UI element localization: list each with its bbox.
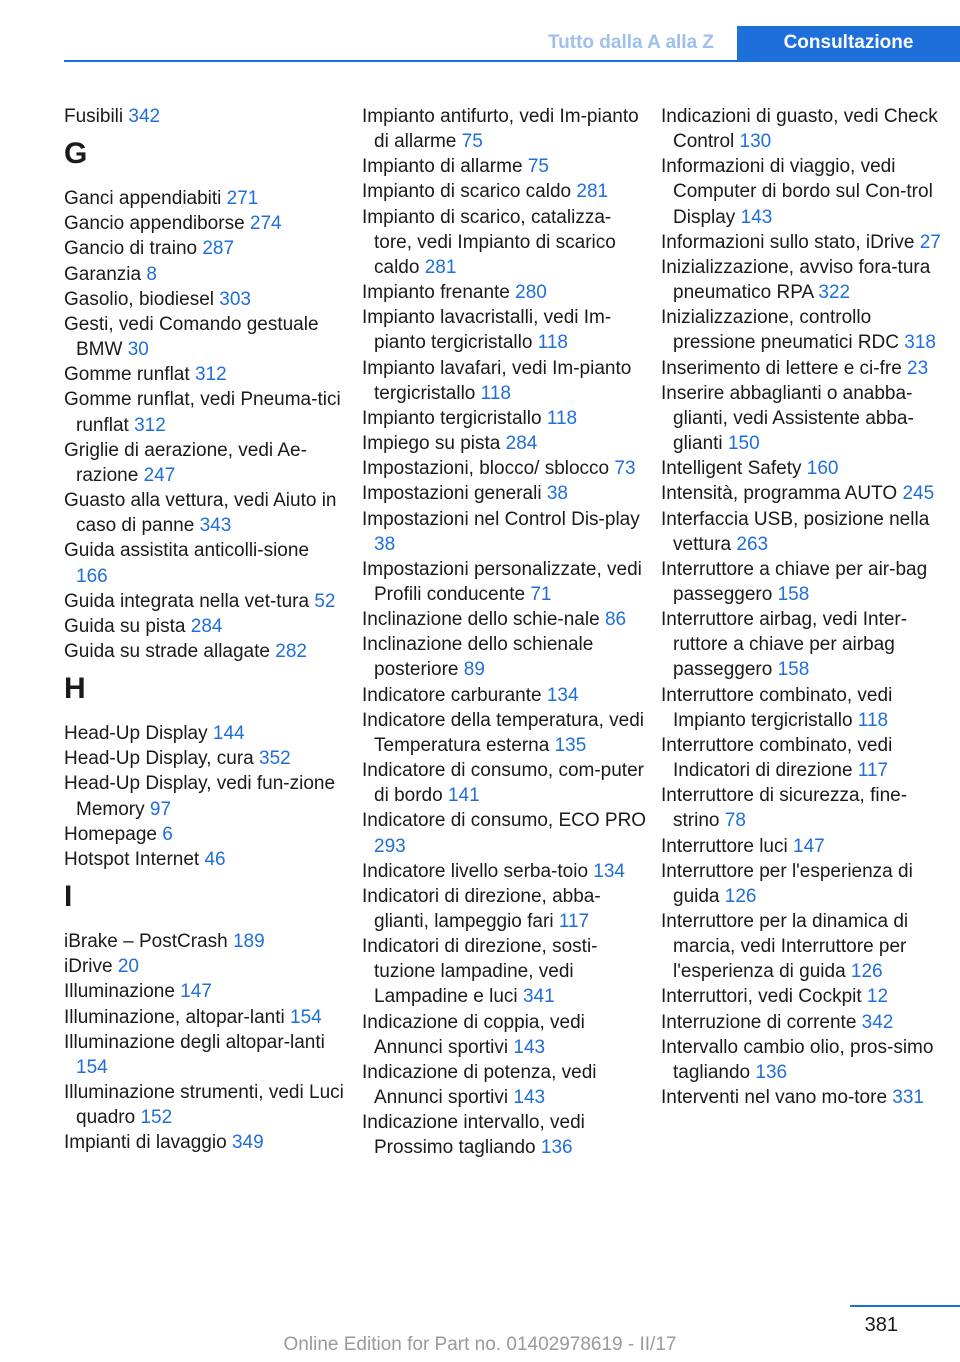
- index-page-link[interactable]: 166: [76, 565, 108, 587]
- index-entry: [362, 481, 648, 506]
- index-entry-text: Guida assistita anticolli‐sione: [64, 540, 310, 562]
- index-page-link[interactable]: 136: [755, 1061, 788, 1083]
- index-page-link[interactable]: 117: [558, 911, 590, 932]
- index-entry-text: iDrive: [64, 956, 113, 978]
- index-page-link[interactable]: 282: [275, 640, 307, 662]
- index-entry-text: Ganci appendiabiti: [64, 188, 222, 210]
- index-entry-text: Indicazione intervallo, vedi Prossimo tagliando: [362, 1112, 585, 1159]
- index-entry: [362, 305, 648, 355]
- index-page-link[interactable]: 343: [199, 515, 232, 537]
- index-page-link[interactable]: 280: [515, 282, 547, 304]
- index-entry-text: Garanzia: [64, 263, 142, 285]
- index-entry-text: Inizializzazione, avviso fora‐tura pneumatico RPA: [661, 256, 931, 304]
- index-entry: [362, 179, 648, 204]
- index-entry: [64, 104, 344, 129]
- index-entry: [661, 1035, 951, 1085]
- index-entry: [64, 1130, 344, 1155]
- index-entry-text: iBrake – PostCrash: [64, 931, 228, 953]
- index-entry: [661, 381, 951, 456]
- index-entry: [64, 929, 344, 954]
- index-entry-text: Gancio appendiborse: [64, 213, 245, 235]
- index-entry-text: Inserimento di lettere e ci‐fre: [661, 357, 902, 379]
- index-letter-heading: I: [64, 880, 73, 914]
- chapter-tab: Consultazione: [737, 26, 960, 62]
- index-entry: [362, 1060, 648, 1110]
- index-entry: [661, 356, 951, 381]
- index-entry: [64, 387, 344, 437]
- index-page-link[interactable]: 117: [857, 760, 889, 782]
- index-entry: [362, 456, 648, 481]
- index-page-link[interactable]: 6: [162, 823, 173, 845]
- index-entry-text: Fusibili: [64, 106, 124, 127]
- index-page-link[interactable]: 284: [190, 615, 223, 637]
- index-entry-text: Intensità, programma AUTO: [661, 483, 898, 505]
- index-entry: [64, 639, 344, 664]
- index-page-link[interactable]: 147: [180, 981, 212, 1003]
- index-entry-text: Indicazioni di guasto, vedi Check Control: [661, 106, 938, 153]
- index-page-link[interactable]: 281: [424, 256, 457, 278]
- index-entry-text: Illuminazione: [64, 981, 175, 1003]
- index-entry: [661, 1010, 951, 1035]
- index-entry: [661, 481, 951, 506]
- index-page-link[interactable]: 312: [194, 364, 227, 386]
- index-page-link[interactable]: 75: [527, 156, 549, 178]
- index-page-link[interactable]: 30: [127, 339, 149, 361]
- index-page-link[interactable]: 352: [259, 748, 291, 770]
- index-page-link[interactable]: 23: [907, 357, 929, 379]
- index-entry: [362, 1110, 648, 1160]
- index-page-link[interactable]: 126: [724, 885, 757, 907]
- index-entry: [661, 507, 951, 557]
- index-entry: [661, 607, 951, 682]
- index-entry: [362, 708, 648, 758]
- index-page-link[interactable]: 154: [290, 1006, 322, 1028]
- index-page-link[interactable]: 160: [806, 458, 839, 480]
- index-entry: [64, 614, 344, 639]
- index-entry-text: Inizializzazione, controllo pressione pneumatici RDC: [661, 307, 899, 354]
- index-page-link[interactable]: 118: [857, 709, 889, 731]
- index-entry-text: Impianto frenante: [362, 282, 510, 304]
- index-entry: [64, 746, 344, 771]
- index-entry-text: Informazioni sullo stato, iDrive: [661, 231, 915, 253]
- index-page-link[interactable]: 20: [117, 956, 139, 978]
- index-entry-text: Impianto lavacristalli, vedi Im‐pianto tergicristallo: [362, 307, 612, 354]
- index-entry: [64, 1080, 344, 1130]
- index-entry: [64, 211, 344, 236]
- index-entry: [661, 456, 951, 481]
- index-entry: [362, 205, 648, 280]
- index-page-link[interactable]: 118: [537, 332, 568, 354]
- index-entry: [661, 1085, 951, 1110]
- index-entry-text: Interventi nel vano mo‐tore: [661, 1087, 888, 1109]
- index-column-2: [362, 104, 648, 1161]
- index-entry: [661, 683, 951, 733]
- index-page-link[interactable]: 118: [546, 407, 578, 429]
- index-entry-text: Impiego su pista: [362, 433, 501, 455]
- index-entry: [362, 154, 648, 179]
- index-entry: [362, 884, 648, 934]
- index-entry: [661, 557, 951, 607]
- index-entry-text: Indicatore della temperatura, vedi Temperatura esterna: [362, 709, 644, 756]
- index-entry-text: Inclinazione dello schienale posteriore: [362, 634, 594, 681]
- index-entry: [661, 783, 951, 833]
- index-entry: [64, 438, 344, 488]
- index-page-link[interactable]: 331: [892, 1087, 924, 1109]
- index-page-link[interactable]: 143: [513, 1087, 546, 1109]
- index-page-link[interactable]: 318: [904, 332, 936, 354]
- index-entry: [64, 186, 344, 211]
- index-page-link[interactable]: 144: [212, 723, 245, 745]
- index-page-link[interactable]: 341: [522, 986, 555, 1008]
- index-page-link[interactable]: 143: [740, 206, 773, 228]
- index-entry-text: Gasolio, biodiesel: [64, 288, 214, 310]
- index-entry: [64, 822, 344, 847]
- index-entry: [661, 909, 951, 984]
- index-page-link[interactable]: 263: [736, 533, 769, 555]
- index-page-link[interactable]: 245: [902, 483, 935, 505]
- index-entry-text: Inclinazione dello schie‐nale: [362, 609, 600, 631]
- index-page-link[interactable]: 46: [204, 848, 226, 870]
- index-entry: [661, 859, 951, 909]
- index-entry: [362, 356, 648, 406]
- index-page-link[interactable]: 130: [739, 131, 772, 153]
- index-entry-text: Guida su pista: [64, 615, 186, 637]
- index-entry-text: Interruttore combinato, vedi Indicatori di direzione: [661, 734, 893, 782]
- index-page-link[interactable]: 135: [554, 734, 587, 756]
- edition-footer: Online Edition for Part no. 01402978619 - II/17: [283, 1334, 677, 1355]
- index-entry-text: Indicatore di consumo, com‐puter di bordo: [362, 760, 644, 807]
- index-page-link[interactable]: 158: [777, 659, 810, 681]
- index-entry: [64, 979, 344, 1004]
- index-entry-text: Interruttore di sicurezza, fine‐strino: [661, 785, 908, 832]
- index-entry-text: Head-Up Display: [64, 723, 208, 745]
- index-entry-text: Interruttore per l'esperienza di guida: [661, 860, 913, 907]
- index-entry-text: Guida su strade allagate: [64, 640, 270, 662]
- index-entry: [661, 255, 951, 305]
- index-page-link[interactable]: 150: [727, 433, 760, 455]
- index-page-link[interactable]: 342: [861, 1011, 894, 1033]
- index-page-link[interactable]: 147: [793, 835, 825, 857]
- index-entry: [64, 287, 344, 312]
- index-entry-text: Interruttore per la dinamica di marcia, vedi Interruttore per l'esperienza di guida: [661, 911, 909, 983]
- index-page-link[interactable]: 97: [149, 798, 172, 820]
- index-page-link[interactable]: 247: [143, 464, 176, 486]
- index-entry: [362, 632, 648, 682]
- index-entry-text: Informazioni di viaggio, vedi Computer di bordo sul Con‐trol Display: [661, 156, 933, 228]
- index-page-link[interactable]: 349: [231, 1132, 264, 1154]
- index-entry: [64, 771, 344, 821]
- index-entry-text: Impostazioni, blocco/ sblocco: [362, 458, 610, 480]
- index-entry: [64, 954, 344, 979]
- index-entry: [661, 733, 951, 783]
- index-page-link[interactable]: 126: [850, 961, 883, 983]
- index-page-link[interactable]: 271: [226, 188, 259, 210]
- index-entry-text: Gesti, vedi Comando gestuale BMW: [64, 313, 319, 361]
- index-entry: [362, 557, 648, 607]
- index-page-link[interactable]: 136: [540, 1137, 573, 1159]
- index-page-link[interactable]: 287: [202, 238, 235, 260]
- index-entry-text: Illuminazione strumenti, vedi Luci quadro: [64, 1082, 344, 1129]
- index-entry-text: Guasto alla vettura, vedi Aiuto in caso di panne: [64, 490, 337, 537]
- index-page-link[interactable]: 322: [818, 282, 851, 304]
- index-entry: [64, 1030, 344, 1080]
- index-entry-text: Indicazione di coppia, vedi Annunci sportivi: [362, 1011, 585, 1058]
- index-entry-text: Interruttori, vedi Cockpit: [661, 986, 862, 1008]
- index-page-link[interactable]: 71: [530, 583, 552, 605]
- index-entry-text: Gancio di traino: [64, 238, 198, 260]
- index-entry-text: Impianto di scarico, catalizza‐tore, vedi Impianto di scarico caldo: [362, 206, 616, 278]
- index-page-link[interactable]: 189: [232, 931, 265, 953]
- index-page-link[interactable]: 38: [374, 533, 396, 555]
- index-page-link[interactable]: 52: [314, 590, 336, 612]
- index-page-link[interactable]: 154: [76, 1056, 108, 1078]
- index-page-link[interactable]: 27: [919, 231, 941, 253]
- index-entry-text: Guida integrata nella vet‐tura: [64, 590, 310, 612]
- index-entry: [661, 104, 951, 154]
- index-page-link[interactable]: 134: [593, 860, 625, 882]
- index-page-link[interactable]: 38: [546, 483, 568, 505]
- index-page-link[interactable]: 284: [505, 433, 538, 455]
- index-entry-text: Indicatore di consumo, ECO PRO: [362, 810, 647, 832]
- index-column-3: [661, 104, 951, 1110]
- index-page-link[interactable]: 158: [777, 583, 810, 605]
- index-entry: [64, 362, 344, 387]
- index-entry-text: Gomme runflat, vedi Pneuma‐tici runflat: [64, 389, 341, 436]
- index-page-link[interactable]: 73: [614, 458, 636, 480]
- index-entry-text: Illuminazione, altopar‐lanti: [64, 1006, 285, 1028]
- index-entry: [362, 280, 648, 305]
- index-entry-text: Interruttore airbag, vedi Inter‐ruttore a chiave per airbag passeggero: [661, 609, 908, 681]
- index-entry-text: Impianto tergicristallo: [362, 407, 542, 429]
- index-page-link[interactable]: 312: [134, 414, 166, 436]
- index-entry: [362, 607, 648, 632]
- index-page-link[interactable]: 141: [447, 785, 480, 807]
- index-entry-text: Griglie di aerazione, vedi Ae‐razione: [64, 439, 307, 486]
- index-entry: [362, 859, 648, 884]
- index-entry-text: Head-Up Display, cura: [64, 748, 254, 770]
- index-entry: [362, 406, 648, 431]
- index-entry: [362, 934, 648, 1009]
- index-entry-text: Impianto di allarme: [362, 156, 523, 178]
- index-entry: [661, 230, 951, 255]
- index-entry-text: Hotspot Internet: [64, 848, 200, 870]
- index-entry: [64, 847, 344, 872]
- index-entry-text: Inserire abbaglianti o anabba‐glianti, vedi Assistente abba‐glianti: [661, 382, 914, 455]
- index-page-link[interactable]: 281: [576, 181, 609, 203]
- index-entry-text: Interruzione di corrente: [661, 1011, 857, 1033]
- index-page-link[interactable]: 342: [128, 106, 161, 127]
- index-entry-text: Impostazioni personalizzate, vedi Profili conducente: [362, 558, 642, 605]
- index-page-link[interactable]: 152: [140, 1107, 173, 1129]
- index-page-link[interactable]: 118: [480, 382, 511, 404]
- index-page-link[interactable]: 89: [463, 659, 485, 681]
- index-entry-text: Impianti di lavaggio: [64, 1132, 227, 1154]
- index-entry-text: Gomme runflat: [64, 364, 190, 386]
- index-entry: [64, 721, 344, 746]
- index-entry: [64, 589, 344, 614]
- footer-rule: [850, 1305, 960, 1307]
- index-page-link[interactable]: 12: [866, 986, 889, 1008]
- index-entry-text: Impianto antifurto, vedi Im‐pianto di allarme: [362, 106, 639, 153]
- index-page-link[interactable]: 78: [724, 810, 746, 832]
- index-entry: [362, 431, 648, 456]
- index-entry-text: Indicatori di direzione, sosti‐tuzione lampadine, vedi Lampadine e luci: [362, 936, 598, 1008]
- section-tab: Tutto dalla A alla Z: [547, 32, 715, 53]
- index-entry-text: Illuminazione degli altopar‐lanti: [64, 1031, 325, 1053]
- index-entry-text: Homepage: [64, 823, 157, 845]
- index-entry: [64, 236, 344, 261]
- index-entry: [64, 262, 344, 287]
- index-entry-text: Impostazioni generali: [362, 483, 542, 505]
- index-entry-text: Head-Up Display, vedi fun‐zione Memory: [64, 773, 336, 820]
- index-entry: [661, 305, 951, 355]
- index-page-link[interactable]: 274: [249, 213, 282, 235]
- index-letter-heading: H: [64, 672, 86, 706]
- index-page-link[interactable]: 143: [513, 1036, 546, 1058]
- index-entry: [661, 154, 951, 229]
- index-entry-text: Intervallo cambio olio, pros‐simo tagliando: [661, 1036, 934, 1083]
- index-entry: [362, 104, 648, 154]
- index-entry: [362, 507, 648, 557]
- index-entry: [64, 488, 344, 538]
- index-entry: [362, 1010, 648, 1060]
- index-entry: [64, 1005, 344, 1030]
- index-entry: [362, 758, 648, 808]
- index-entry: [661, 984, 951, 1009]
- index-entry: [362, 683, 648, 708]
- index-entry-text: Indicazione di potenza, vedi Annunci sportivi: [362, 1061, 597, 1109]
- index-page-link[interactable]: 293: [374, 835, 406, 857]
- index-entry-text: Impianto di scarico caldo: [362, 181, 572, 203]
- index-entry: [661, 834, 951, 859]
- index-page-link[interactable]: 86: [604, 609, 627, 631]
- index-page-link[interactable]: 75: [461, 131, 483, 153]
- index-letter-heading: G: [64, 137, 88, 171]
- page-number: 381: [864, 1314, 898, 1336]
- index-entry-text: Intelligent Safety: [661, 458, 802, 480]
- index-entry-text: Impostazioni nel Control Dis‐play: [362, 508, 640, 530]
- index-entry-text: Interruttore combinato, vedi Impianto tergicristallo: [661, 684, 893, 731]
- index-entry-text: Interruttore luci: [661, 835, 788, 857]
- index-page-link[interactable]: 303: [219, 288, 251, 310]
- index-page-link[interactable]: 8: [146, 263, 157, 285]
- index-entry: [64, 538, 344, 588]
- index-entry-text: Interfaccia USB, posizione nella vettura: [661, 508, 930, 555]
- index-entry: [64, 312, 344, 362]
- index-entry-text: Impianto lavafari, vedi Im‐pianto tergicristallo: [362, 357, 632, 404]
- index-entry-text: Interruttore a chiave per air‐bag passeggero: [661, 558, 928, 605]
- index-page-link[interactable]: 134: [546, 684, 579, 706]
- index-entry-text: Indicatore carburante: [362, 684, 542, 706]
- index-entry: [362, 808, 648, 858]
- index-entry-text: Indicatore livello serba‐toio: [362, 860, 589, 882]
- index-column-1: [64, 104, 344, 1155]
- index-entry-text: Indicatori di direzione, abba‐glianti, lampeggio fari: [362, 885, 601, 932]
